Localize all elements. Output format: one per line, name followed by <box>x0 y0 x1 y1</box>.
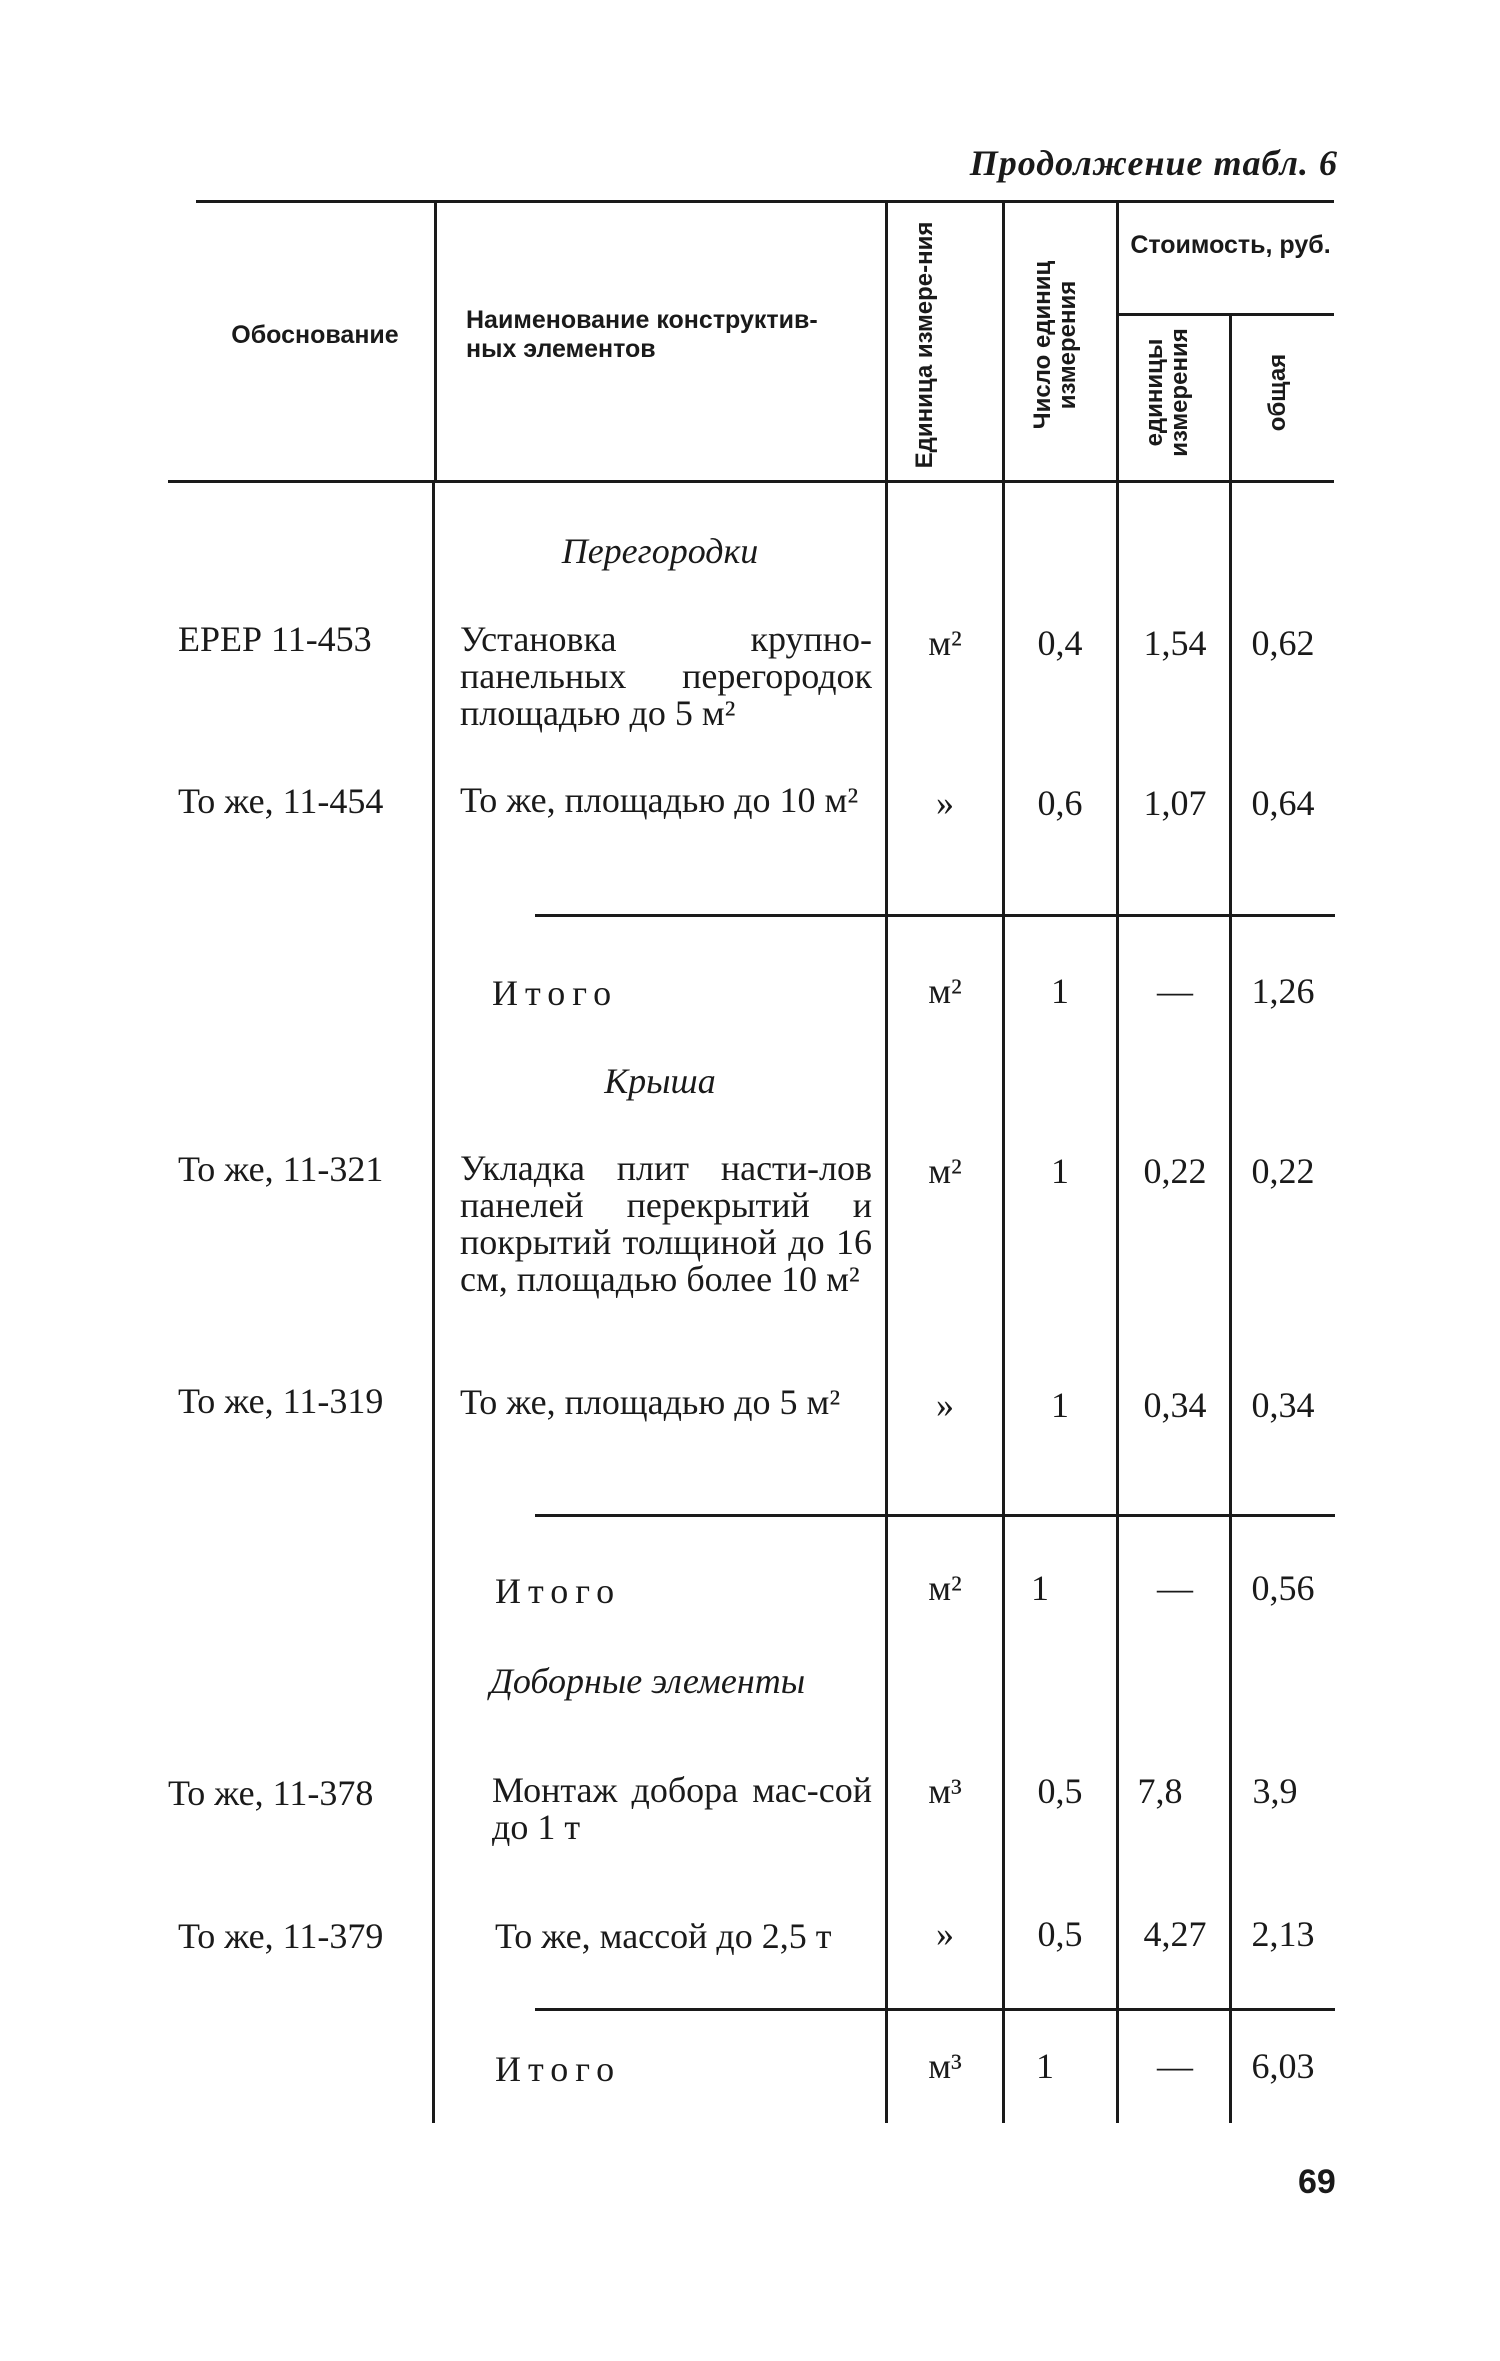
col-line-cost-header <box>1229 313 1232 480</box>
row-cost-total: 0,64 <box>1251 783 1315 823</box>
row-qty: 1 <box>1051 1151 1069 1191</box>
header-cost: Стоимость, руб. <box>1130 231 1331 259</box>
total-rule-3 <box>535 2008 1335 2011</box>
total-unit: м² <box>928 1568 962 1608</box>
col-line-qty <box>1116 483 1119 2123</box>
header-qty: Число единиц измерения <box>1029 260 1082 430</box>
row-basis: То же, 11-378 <box>168 1773 374 1813</box>
row-cost-total: 2,13 <box>1251 1914 1315 1954</box>
col-line-basis <box>432 483 435 2123</box>
total-cost-total: 1,26 <box>1251 971 1315 1011</box>
section-title-roof: Крыша <box>604 1061 716 1101</box>
col-line-name <box>885 483 888 2123</box>
col-line-unit-header <box>1002 200 1005 480</box>
col-line-name-header <box>885 200 888 480</box>
row-cost-unit: 4,27 <box>1143 1914 1207 1954</box>
total-qty: 1 <box>1036 2046 1054 2086</box>
row-basis: То же, 11-321 <box>178 1149 384 1189</box>
total-qty: 1 <box>1051 971 1069 1011</box>
row-cost-unit: 7,8 <box>1137 1771 1183 1811</box>
row-name: Монтаж добора мас-сой до 1 т <box>492 1770 872 1847</box>
header-unit: Единица измере-ния <box>911 221 938 469</box>
col-line-unit <box>1002 483 1005 2123</box>
row-cost-total: 3,9 <box>1252 1771 1298 1811</box>
col-line-qty-header <box>1116 200 1119 480</box>
table-top-rule <box>196 200 1334 203</box>
section-title-partitions: Перегородки <box>561 531 759 571</box>
header-cost-unit: единицы измерения <box>1141 328 1194 457</box>
row-qty: 1 <box>1051 1385 1069 1425</box>
row-unit: » <box>936 1385 954 1425</box>
row-unit: м² <box>928 1151 962 1191</box>
section-title-additional-elements: Доборные элементы <box>490 1661 806 1701</box>
row-cost-total: 0,62 <box>1251 623 1315 663</box>
col-line-basis-header <box>434 200 437 480</box>
header-basis: Обоснование <box>231 321 399 349</box>
row-basis: ЕРЕР 11-453 <box>178 619 372 659</box>
col-line-cost <box>1229 483 1232 2123</box>
row-unit: м³ <box>928 1771 962 1811</box>
total-cost-unit: — <box>1157 1568 1193 1608</box>
total-cost-unit: — <box>1157 971 1193 1011</box>
continuation-caption: Продолжение табл. 6 <box>969 143 1338 183</box>
row-cost-unit: 0,22 <box>1143 1151 1207 1191</box>
row-cost-unit: 1,54 <box>1143 623 1207 663</box>
row-qty: 0,5 <box>1037 1914 1083 1954</box>
row-name: То же, массой до 2,5 т <box>495 1916 832 1956</box>
row-basis: То же, 11-319 <box>178 1381 384 1421</box>
total-unit: м³ <box>928 2046 962 2086</box>
row-qty: 0,4 <box>1037 623 1083 663</box>
total-rule-2 <box>535 1514 1335 1517</box>
total-qty: 1 <box>1031 1568 1049 1608</box>
total-cost-total: 0,56 <box>1251 1568 1315 1608</box>
row-cost-unit: 1,07 <box>1143 783 1207 823</box>
row-unit: » <box>936 1914 954 1954</box>
total-label: Итого <box>492 973 619 1013</box>
row-basis: То же, 11-454 <box>178 781 384 821</box>
header-name <box>466 306 866 364</box>
row-unit: » <box>936 783 954 823</box>
row-name: То же, площадью до 5 м² <box>460 1382 841 1422</box>
row-qty: 0,6 <box>1037 783 1083 823</box>
page-number: 69 <box>1298 2163 1336 2201</box>
total-label: Итого <box>495 2049 622 2089</box>
header-bottom-rule <box>168 480 1334 483</box>
row-cost-unit: 0,34 <box>1143 1385 1207 1425</box>
row-name: Укладка плит насти-лов панелей перекрытий и покрытий толщиной до 16 см, площадью более 10 м² <box>460 1148 872 1299</box>
total-cost-total: 6,03 <box>1251 2046 1315 2086</box>
row-name: Установка крупно-панельных перегородок площадью до 5 м² <box>460 619 872 733</box>
row-qty: 0,5 <box>1037 1771 1083 1811</box>
row-cost-total: 0,34 <box>1251 1385 1315 1425</box>
row-name: То же, площадью до 10 м² <box>460 780 859 820</box>
total-cost-unit: — <box>1157 2046 1193 2086</box>
row-unit: м² <box>928 623 962 663</box>
total-label: Итого <box>495 1571 622 1611</box>
row-cost-total: 0,22 <box>1251 1151 1315 1191</box>
header-cost-total: общая <box>1264 353 1291 432</box>
row-basis: То же, 11-379 <box>178 1916 384 1956</box>
total-unit: м² <box>928 971 962 1011</box>
total-rule-1 <box>535 914 1335 917</box>
header-name-text: Наименование конструктив-ных элементов <box>466 306 818 363</box>
